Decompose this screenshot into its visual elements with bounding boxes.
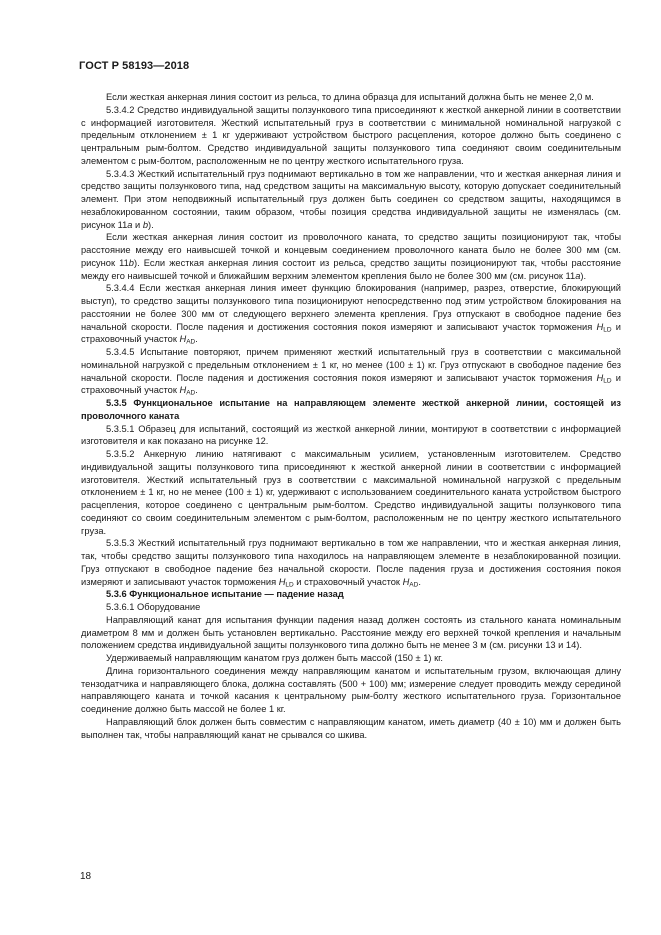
body-paragraph: Направляющий канат для испытания функции падения назад должен состоять из стального каната номинальным диаметром 8 мм и должен быть установлен вертикально. Расстояние между его верхней точкой крепления и начальным положением средства индивидуальной защиты ползункового типа должно быть не менее 3 м (см. рисунки 13 и 14). [81, 614, 621, 651]
body-paragraph: 5.3.5.2 Анкерную линию натягивают с максимальным усилием, установленным изготовителем. Средство индивидуальной защиты ползункового типа присоединяют к жесткой анкерной линии в соответствии с информацией изготовителя. Жесткий испытательный груз в соответствии с максимальной номинальной нагрузкой с предельным отклонением ± 1 кг, но не менее (100 ± 1) кг, удерживают с использованием соединительного каната устройством быстрого расцепления, которое соединено с центральным рым-болтом. Средство индивидуальной защиты ползункового типа соединяют со своим соединительным элементом с рым-болтом, расположенным не по центру жесткого испытательного груза. [81, 449, 621, 536]
body-paragraph: 5.3.4.4 Если жесткая анкерная линия имеет функцию блокирования (например, разрез, отверстие, блокирующий выступ), то средство защиты ползункового типа позиционируют непосредственно под этим устройством блокирования на расстоянии не более 300 мм от следующего верхнего элемента крепления. Груз отпускают в свободное падение без начальной скорости. После падения и достижения состояния покоя измеряют и записывают участок торможения $H_{LD}$ и страховочный участок $H_{AD}$. [81, 283, 621, 346]
body-paragraph: 5.3.5.3 Жесткий испытательный груз поднимают вертикально в том же направлении, что и жесткая анкерная линия, так, чтобы средство защиты ползункового типа находилось на направляющем элементе в незаблокированной позиции. Груз отпускают в свободное падение без начальной скорости. После падения груза и достижения состояния покоя измеряют и записывают участок торможения $H_{LD}$ и страховочный участок $H_{AD}$. [81, 538, 621, 589]
page-number: 18 [80, 871, 92, 882]
page-header-doc-id: ГОСТ Р 58193—2018 [79, 60, 190, 72]
section-heading: 5.3.5 Функциональное испытание на направляющем элементе жесткой анкерной линии, состоящей из проволочного каната [81, 398, 621, 421]
body-paragraph: Удерживаемый направляющим канатом груз должен быть массой (150 ± 1) кг. [106, 653, 443, 663]
body-paragraph: 5.3.5.1 Образец для испытаний, состоящий из жесткой анкерной линии, монтируют в соответствии с информацией изготовителя и как показано на рисунке 12. [81, 423, 621, 447]
body-paragraph: 5.3.4.3 Жесткий испытательный груз поднимают вертикально в том же направлении, что и жесткая анкерная линия и средство защиты ползункового типа, над средством защиты на максимальную высоту, которую допускает соединительный элемент. При этом неподвижный испытательный груз должен быть соединен со средством защиты, находящимся в незаблокированном состоянии, таким образом, чтобы позиция средства индивидуальной защиты не изменялась (см. рисунок 11a и b). [81, 168, 621, 230]
body-paragraph: Если жесткая анкерная линия состоит из рельса, то длина образца для испытаний должна быть не менее 2,0 м. [106, 92, 594, 102]
body-paragraph: 5.3.6.1 Оборудование [106, 602, 201, 612]
document-body [81, 91, 621, 741]
body-paragraph: 5.3.4.2 Средство индивидуальной защиты ползункового типа присоединяют к жесткой анкерной линии в соответствии с информацией изготовителя. Жесткий испытательный груз в соответствии с минимальной номинальной нагрузкой с предельным отклонением ± 1 кг удерживают устройством быстрого расцепления, которое должно быть соединено с центральным рым-болтом. Средство индивидуальной защиты ползункового типа соединяют своим соединительным элементом с рым-болтом, расположенным не по центру жесткого испытательного груза. [81, 104, 621, 166]
section-heading: 5.3.6 Функциональное испытание — падение назад [106, 589, 344, 600]
body-paragraph: Длина горизонтального соединения между направляющим канатом и испытательным грузом, включающая длину тензодатчика и направляющего блока, должна составлять (500 + 100) мм; измерение следует проводить между серединой направляющего каната и точкой касания к центральному рым-болту жесткого испытательного груза. Горизонтальное соединение должно быть массой не более 1 кг. [81, 665, 621, 714]
body-paragraph: Если жесткая анкерная линия состоит из проволочного каната, то средство защиты позиционируют так, чтобы расстояние между его наивысшей точкой и концевым соединением проволочного каната было не более 300 мм (см. рисунок 11b). Если жесткая анкерная линия состоит из рельса, средство защиты позиционируют так, чтобы расстояние между его наивысшей точкой и ближайшим верхним элементом крепления было не более 300 мм (см. рисунок 11a). [81, 232, 621, 281]
body-paragraph: Направляющий блок должен быть совместим с направляющим канатом, иметь диаметр (40 ± 10) мм и должен быть выполнен так, чтобы направляющий канат не срывался со шкива. [81, 716, 621, 740]
body-paragraph: 5.3.4.5 Испытание повторяют, причем применяют жесткий испытательный груз в соответствии с максимальной номинальной нагрузкой с предельным отклонением ± 1 кг, но менее (100 ± 1) кг. Груз отпускают в свободное падение без начальной скорости. После падения и достижения состояния покоя измеряют и записывают участок торможения $H_{LD}$ и страховочный участок $H_{AD}$. [81, 347, 621, 397]
